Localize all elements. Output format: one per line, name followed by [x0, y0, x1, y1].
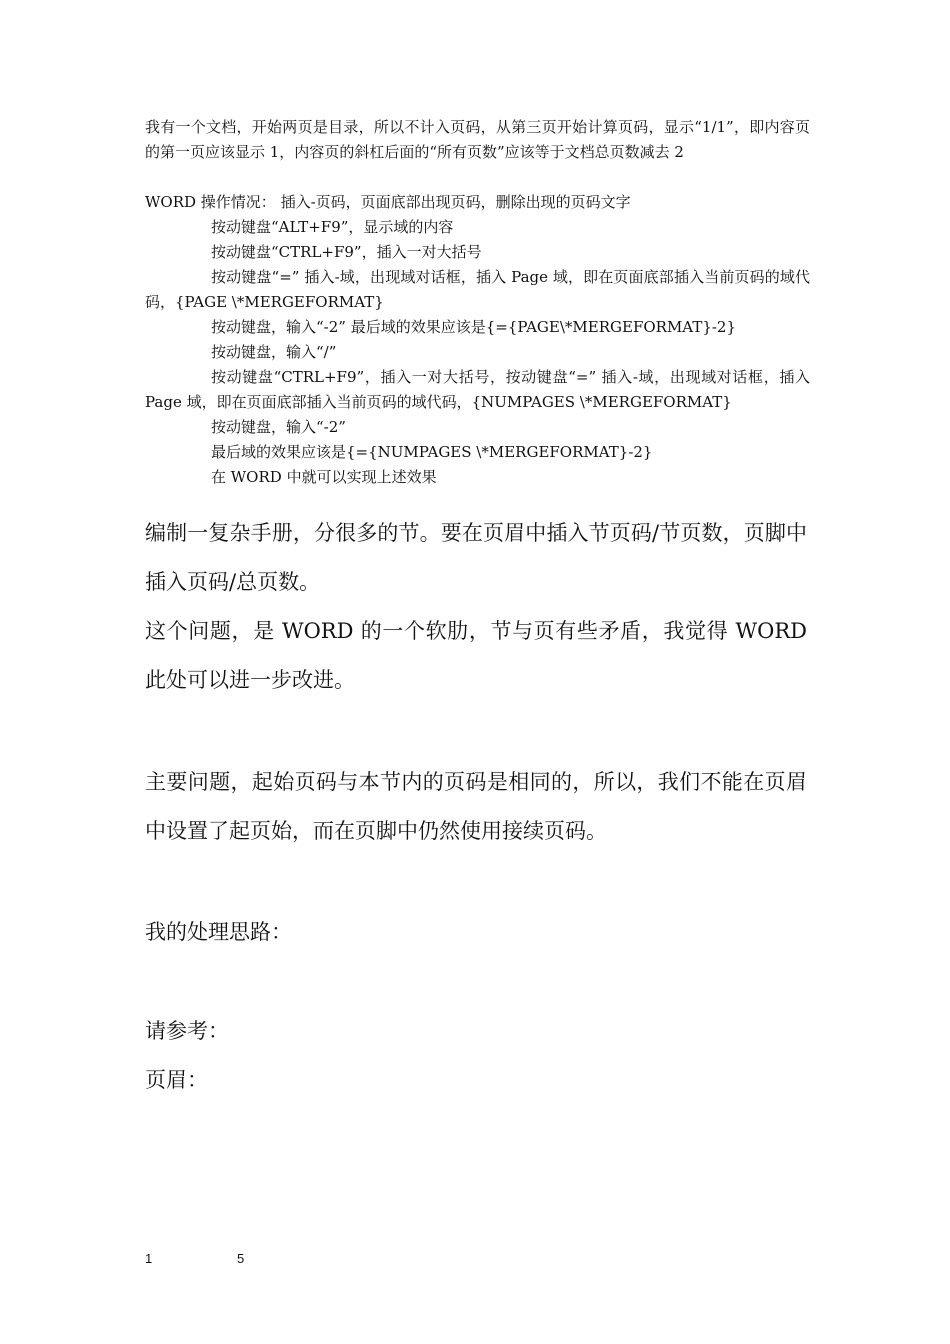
- intro-paragraph: 我有一个文档，开始两页是目录，所以不计入页码，从第三页开始计算页码，显示“1/1”，即内容页的第一页应该显示 1，内容页的斜杠后面的“所有页数”应该等于文档总页数减去 2: [145, 118, 810, 161]
- step-line: 按动键盘“ALT+F9”，显示域的内容: [211, 218, 454, 236]
- body-section: [145, 509, 807, 705]
- step-line: 最后域的效果应该是{={NUMPAGES \*MERGEFORMAT}-2}: [211, 443, 653, 461]
- step-line: 按动键盘，输入“-2”: [211, 418, 346, 436]
- body-paragraph: 编制一复杂手册，分很多的节。要在页眉中插入节页码/节页数，页脚中插入页码/总页数。: [145, 521, 807, 594]
- footer-total-pages: 5: [237, 1251, 245, 1266]
- intro-section: [145, 115, 810, 490]
- body-paragraph: 我的处理思路：: [145, 920, 292, 944]
- body-paragraph: 主要问题，起始页码与本节内的页码是相同的，所以，我们不能在页眉中设置了起页始，而在页脚中仍然使用接续页码。: [145, 770, 807, 843]
- footer-page-number: 1: [145, 1251, 153, 1266]
- step-line: 按动键盘，输入“/”: [211, 343, 337, 361]
- body-line: [145, 908, 807, 957]
- blank-line: [145, 165, 810, 190]
- body-paragraph: 这个问题，是 WORD 的一个软肋，节与页有些矛盾，我觉得 WORD 此处可以进一步改进。: [145, 619, 807, 692]
- step-line: 按动键盘“CTRL+F9”，插入一对大括号: [211, 243, 482, 261]
- step-line: 在 WORD 中就可以实现上述效果: [211, 468, 437, 486]
- body-paragraph: 页眉：: [145, 1068, 208, 1092]
- step-line: 按动键盘“=” 插入-域，出现域对话框，插入 Page 域，即在页面底部插入当前页码的域代码，{PAGE \*MERGEFORMAT}: [145, 268, 810, 311]
- body-section-2: [145, 758, 807, 856]
- body-line: [145, 1007, 807, 1105]
- step-line: 按动键盘，输入“-2” 最后域的效果应该是{={PAGE\*MERGEFORMAT}-2}: [211, 318, 737, 336]
- step-line: WORD 操作情况： 插入-页码，页面底部出现页码，删除出现的页码文字: [145, 193, 631, 211]
- step-line: 按动键盘“CTRL+F9”，插入一对大括号，按动键盘“=” 插入-域，出现域对话框，插入 Page 域，即在页面底部插入当前页码的域代码，{NUMPAGES \*MERGEFORMAT}: [145, 368, 810, 411]
- body-paragraph: 请参考：: [145, 1019, 229, 1043]
